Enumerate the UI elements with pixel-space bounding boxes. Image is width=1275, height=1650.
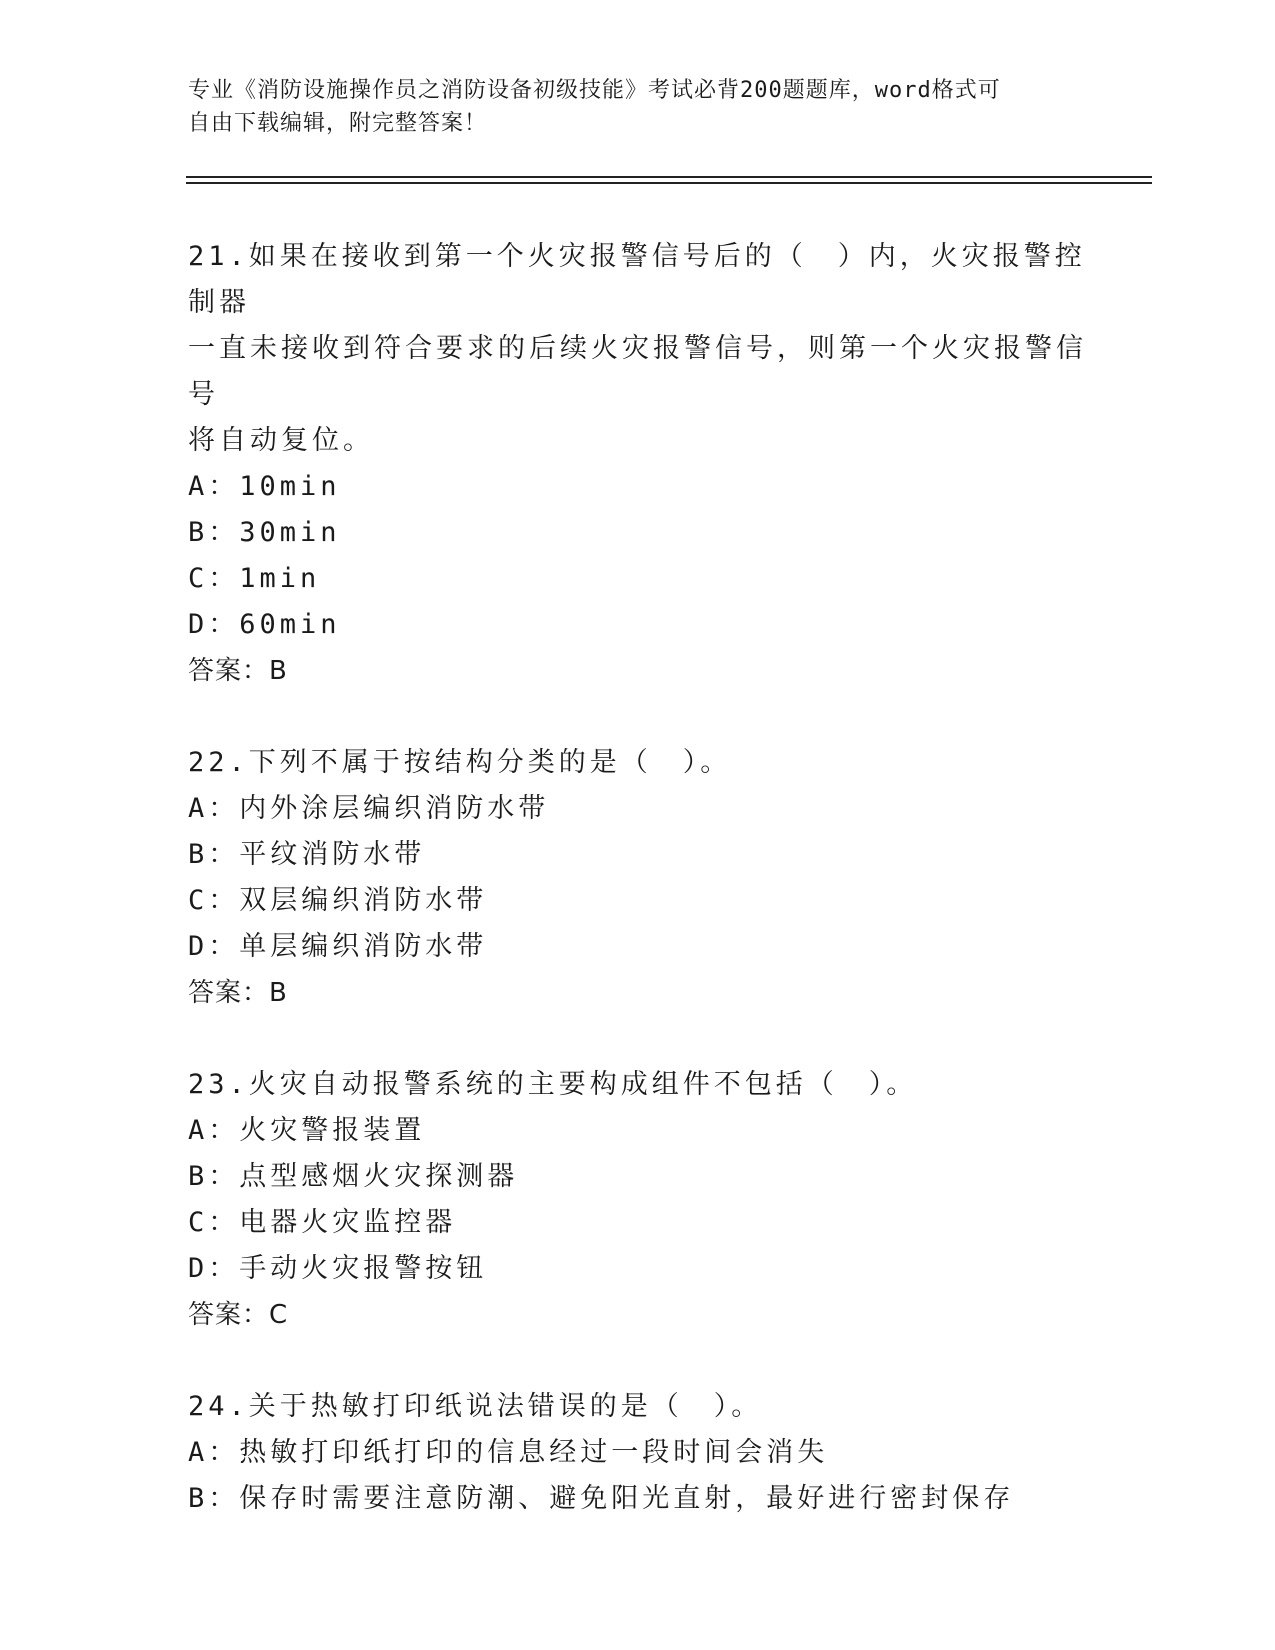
option-a: A：10min <box>188 471 341 502</box>
option-b: B：平纹消防水带 <box>188 839 426 870</box>
option-b: B：保存时需要注意防潮、避免阳光直射，最好进行密封保存 <box>188 1483 1015 1514</box>
question-21 <box>188 234 1088 694</box>
document-header <box>188 74 1068 140</box>
option-b: B：点型感烟火灾探测器 <box>188 1161 519 1192</box>
question-stem-line: 24.关于热敏打印纸说法错误的是（ ）。 <box>188 1391 763 1422</box>
option-d: D：60min <box>188 609 341 640</box>
option-d: D：单层编织消防水带 <box>188 931 488 962</box>
question-23 <box>188 1062 1088 1338</box>
question-stem-line: 21.如果在接收到第一个火灾报警信号后的（ ）内，火灾报警控制器 <box>188 241 1086 318</box>
option-c: C：1min <box>188 563 321 594</box>
question-22 <box>188 740 1088 1016</box>
question-list <box>188 234 1088 1568</box>
option-c: C：双层编织消防水带 <box>188 885 488 916</box>
option-c: C：电器火灾监控器 <box>188 1207 457 1238</box>
question-stem-line: 22.下列不属于按结构分类的是（ ）。 <box>188 747 732 778</box>
answer: 答案：B <box>188 978 288 1008</box>
header-divider-bottom <box>186 182 1152 184</box>
answer: 答案：B <box>188 656 288 686</box>
answer: 答案：C <box>188 1300 289 1330</box>
question-stem-line: 一直未接收到符合要求的后续火灾报警信号，则第一个火灾报警信号 <box>188 333 1087 410</box>
option-a: A：火灾警报装置 <box>188 1115 426 1146</box>
question-stem-line: 将自动复位。 <box>188 425 374 456</box>
option-a: A：热敏打印纸打印的信息经过一段时间会消失 <box>188 1437 829 1468</box>
option-d: D：手动火灾报警按钮 <box>188 1253 488 1284</box>
header-line-2: 自由下载编辑，附完整答案！ <box>188 111 488 136</box>
option-a: A：内外涂层编织消防水带 <box>188 793 550 824</box>
question-stem-line: 23.火灾自动报警系统的主要构成组件不包括（ ）。 <box>188 1069 918 1100</box>
question-24 <box>188 1384 1088 1522</box>
header-divider-top <box>186 176 1152 178</box>
option-b: B：30min <box>188 517 341 548</box>
header-line-1: 专业《消防设施操作员之消防设备初级技能》考试必背200题题库，word格式可 <box>188 78 1001 103</box>
